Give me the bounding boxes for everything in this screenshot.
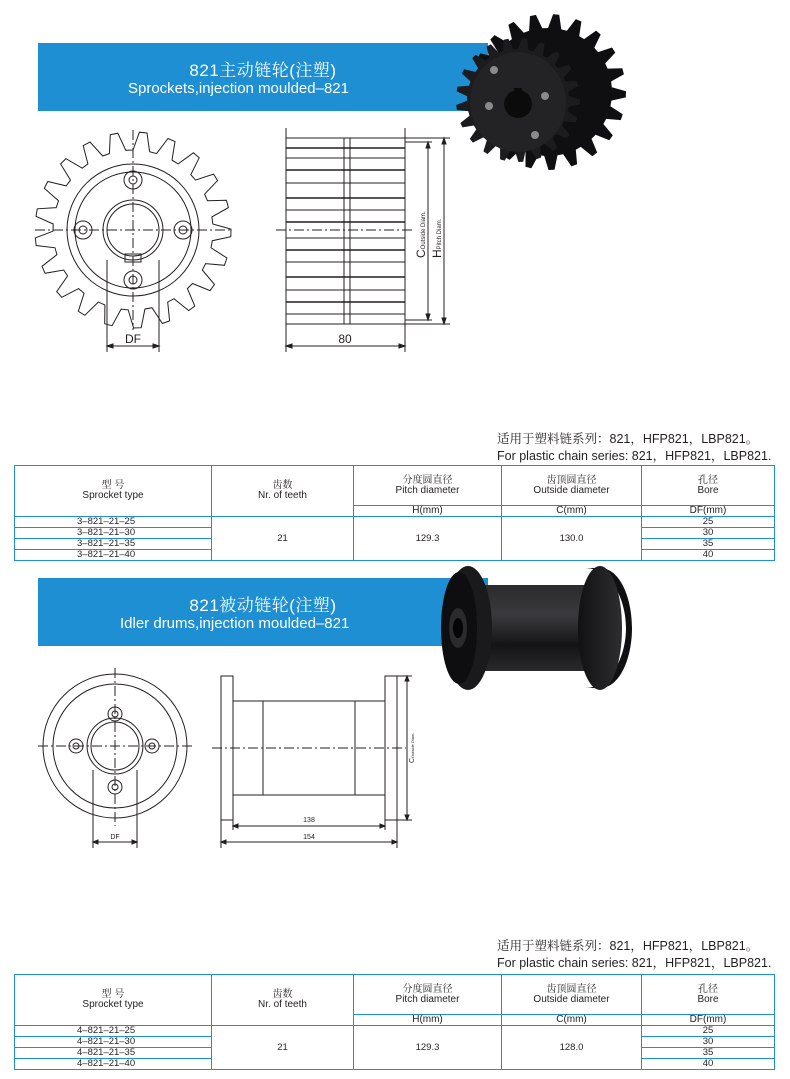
sprocket-80-label: 80 bbox=[338, 332, 352, 346]
pitch-cell: 129.3 bbox=[354, 1026, 502, 1070]
type-cell: 3–821–21–40 bbox=[15, 550, 212, 561]
col-pitch-header: 分度圆直径 Pitch diameter bbox=[354, 466, 502, 506]
section2-note-cn: 适用于塑料链系列：821，HFP821，LBP821。 bbox=[497, 939, 759, 953]
section1-note bbox=[497, 431, 771, 465]
section1-note-cn: 适用于塑料链系列：821，HFP821，LBP821。 bbox=[497, 432, 759, 446]
pitch-cell: 129.3 bbox=[354, 517, 502, 561]
idler-c-label: COutside Diam. bbox=[409, 732, 416, 763]
type-cell: 3–821–21–30 bbox=[15, 528, 212, 539]
idler-154-label: 154 bbox=[303, 834, 315, 841]
idler-df-label: DF bbox=[110, 834, 120, 841]
section2-title-en: Idler drums,injection moulded–821 bbox=[120, 615, 350, 632]
teeth-cell: 21 bbox=[212, 517, 354, 561]
section1-spec-table bbox=[14, 465, 775, 561]
type-cell: 3–821–21–35 bbox=[15, 539, 212, 550]
table-row bbox=[15, 517, 775, 528]
type-cell: 4–821–21–35 bbox=[15, 1048, 212, 1059]
section2-spec-table bbox=[14, 974, 775, 1070]
table-row bbox=[15, 1026, 775, 1037]
col-outside-header: 齿顶圆直径 Outside diameter bbox=[502, 466, 642, 506]
idler-drum-photo bbox=[441, 566, 632, 690]
col-type-header: 型 号 Sprocket type bbox=[15, 466, 212, 517]
bore-cell: 30 bbox=[642, 1037, 775, 1048]
col-outside-unit: C(mm) bbox=[502, 1015, 642, 1026]
sprocket-c-label: COutside Diam. bbox=[414, 211, 428, 258]
idler-front-view bbox=[38, 668, 195, 848]
sprocket-h-label: HPitch Diam. bbox=[430, 218, 444, 258]
bore-cell: 35 bbox=[642, 1048, 775, 1059]
col-outside-header: 齿顶圆直径 Outside diameter bbox=[502, 975, 642, 1015]
col-outside-unit: C(mm) bbox=[502, 506, 642, 517]
col-teeth-header: 齿数 Nr. of teeth bbox=[212, 466, 354, 517]
bore-cell: 25 bbox=[642, 1026, 775, 1037]
bore-cell: 35 bbox=[642, 539, 775, 550]
type-cell: 4–821–21–40 bbox=[15, 1059, 212, 1070]
col-bore-header: 孔径 Bore bbox=[642, 975, 775, 1015]
outside-cell: 130.0 bbox=[502, 517, 642, 561]
sprocket-photo bbox=[456, 14, 626, 170]
section1-title-cn: 821主动链轮(注塑) bbox=[189, 61, 337, 80]
col-pitch-unit: H(mm) bbox=[354, 506, 502, 517]
outside-cell: 128.0 bbox=[502, 1026, 642, 1070]
col-pitch-header: 分度圆直径 Pitch diameter bbox=[354, 975, 502, 1015]
col-bore-header: 孔径 Bore bbox=[642, 466, 775, 506]
col-bore-unit: DF(mm) bbox=[642, 1015, 775, 1026]
sprocket-df-label: DF bbox=[125, 332, 141, 346]
bore-cell: 40 bbox=[642, 550, 775, 561]
section1-title-en: Sprockets,injection moulded–821 bbox=[128, 80, 349, 97]
col-pitch-unit: H(mm) bbox=[354, 1015, 502, 1026]
type-cell: 3–821–21–25 bbox=[15, 517, 212, 528]
col-bore-unit: DF(mm) bbox=[642, 506, 775, 517]
type-cell: 4–821–21–30 bbox=[15, 1037, 212, 1048]
section2-note-en: For plastic chain series: 821，HFP821，LBP821. bbox=[497, 956, 772, 970]
section1-note-en: For plastic chain series: 821，HFP821，LBP821. bbox=[497, 449, 772, 463]
bore-cell: 40 bbox=[642, 1059, 775, 1070]
idler-138-label: 138 bbox=[303, 817, 315, 824]
section2-title-cn: 821被动链轮(注塑) bbox=[189, 596, 337, 615]
teeth-cell: 21 bbox=[212, 1026, 354, 1070]
type-cell: 4–821–21–25 bbox=[15, 1026, 212, 1037]
sprocket-front-view bbox=[35, 130, 232, 352]
col-teeth-header: 齿数 Nr. of teeth bbox=[212, 975, 354, 1026]
bore-cell: 30 bbox=[642, 528, 775, 539]
col-type-header: 型 号 Sprocket type bbox=[15, 975, 212, 1026]
bore-cell: 25 bbox=[642, 517, 775, 528]
section2-note bbox=[497, 938, 771, 972]
